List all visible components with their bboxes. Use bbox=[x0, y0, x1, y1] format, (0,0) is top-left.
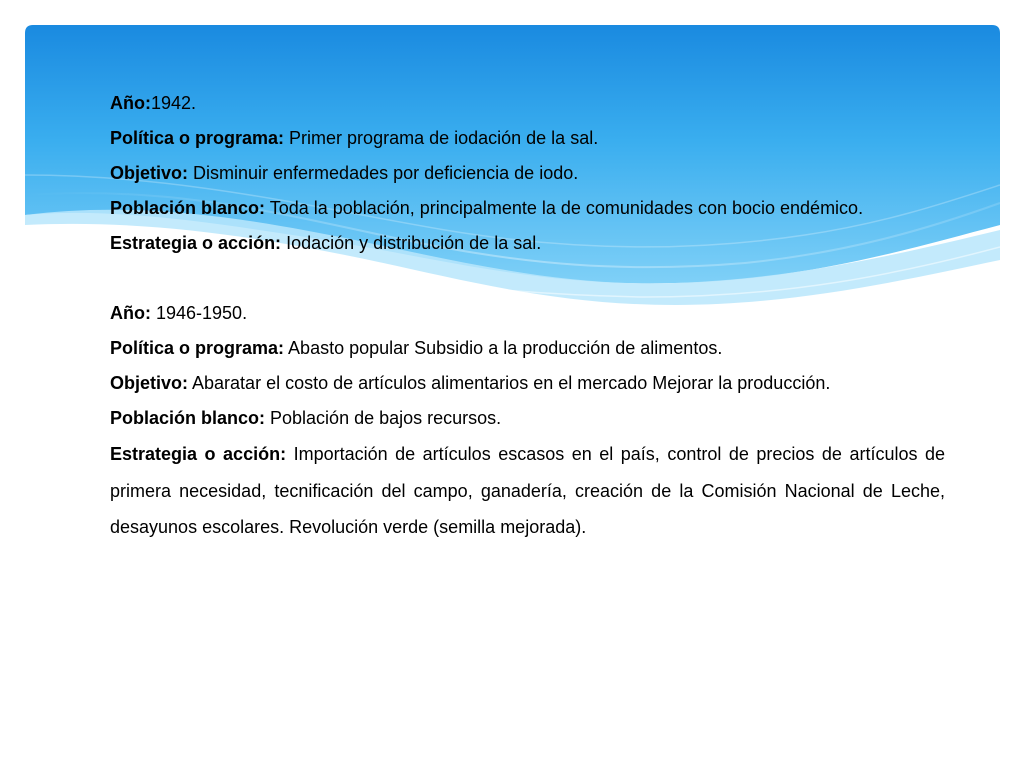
block1-objective-value: Disminuir enfermedades por deficiencia de iodo. bbox=[188, 163, 579, 183]
block2-year bbox=[110, 296, 945, 331]
block2-year-value: 1946-1950. bbox=[150, 303, 248, 323]
block2-policy-value: Abasto popular Subsidio a la producción de alimentos. bbox=[284, 338, 723, 358]
block1-objective bbox=[110, 156, 945, 191]
block1-strategy-label: Estrategia o acción: bbox=[110, 233, 282, 253]
block1-policy-label: Política o programa: bbox=[110, 128, 285, 148]
slide-content bbox=[110, 86, 945, 546]
block1-strategy-value: Iodación y distribución de la sal. bbox=[281, 233, 542, 253]
block1-objective-label: Objetivo: bbox=[110, 163, 189, 183]
block1-year-value: 1942. bbox=[150, 93, 197, 113]
block1-target bbox=[110, 191, 945, 226]
block2-objective-label: Objetivo: bbox=[110, 373, 189, 393]
block2-target-label: Población blanco: bbox=[110, 408, 266, 428]
block2-target bbox=[110, 401, 945, 436]
block2-target-value: Población de bajos recursos. bbox=[265, 408, 502, 428]
block2-year-label: Año: bbox=[110, 303, 151, 323]
block2-policy-label: Política o programa: bbox=[110, 338, 285, 358]
block2-strategy-label: Estrategia o acción: bbox=[110, 444, 287, 464]
block2-policy bbox=[110, 331, 945, 366]
block1-policy-value: Primer programa de iodación de la sal. bbox=[284, 128, 599, 148]
block1-policy bbox=[110, 121, 945, 156]
block1-target-label: Población blanco: bbox=[110, 198, 266, 218]
block2-objective bbox=[110, 366, 945, 401]
block1-target-value: Toda la población, principalmente la de comunidades con bocio endémico. bbox=[265, 198, 864, 218]
block1-strategy bbox=[110, 226, 945, 261]
block2-strategy bbox=[110, 436, 945, 546]
block1-year bbox=[110, 86, 945, 121]
spacer bbox=[110, 261, 945, 296]
block2-strategy-value: Importación de artículos escasos en el país, control de precios de artículos de primera necesidad, tecnificación del campo, ganadería, creación de la Comisión Nacional de Leche, desayunos escolares. Revolución verde (semilla mejorada). bbox=[110, 444, 945, 537]
block1-year-label: Año: bbox=[110, 93, 151, 113]
block2-objective-value: Abaratar el costo de artículos alimentarios en el mercado Mejorar la producción. bbox=[188, 373, 831, 393]
